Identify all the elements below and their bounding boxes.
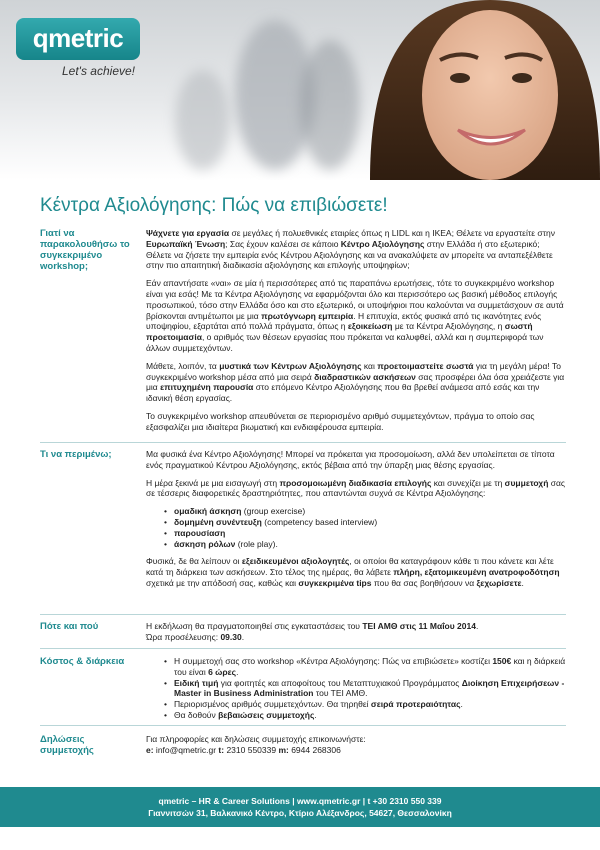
text-run: σωστή προετοιμασία	[146, 321, 533, 343]
text-run: Η συμμετοχή σας στο workshop «Κέντρα Αξιολόγησης: Πώς να επιβιώσετε» κοστίζει	[174, 656, 493, 666]
text-run: σας σε τέσσερις διαφορετικές δραστηριότητες, που απαντώνται συχνά σε Κέντρα Αξιολόγησης:	[146, 477, 566, 499]
text-run: εξειδικευμένοι αξιολογητές	[241, 556, 350, 567]
text-run: βεβαιώσεις συμμετοχής	[218, 709, 315, 720]
section-body-why	[146, 228, 566, 440]
text-run: προσομοιωμένη διαδικασία επιλογής	[279, 477, 432, 488]
text-run: Θα δοθούν	[174, 709, 219, 720]
cost-list	[164, 656, 566, 721]
hero-background-person	[175, 70, 230, 170]
why-paragraph-4: Το συγκεκριμένο workshop απευθύνεται σε περιορισμένο αριθμό συμμετεχόντων, πράγμα το οποίο σας εξασφαλίζει μια ιδιαίτερα βιωματική και ενδιαφέρουσα εμπειρία.	[146, 410, 535, 432]
section-body-expect	[146, 449, 566, 596]
text-run: .	[241, 631, 245, 642]
text-run: Η μέρα ξεκινά με μια εισαγωγή στη	[146, 477, 280, 488]
text-run: (group exercise)	[241, 506, 306, 517]
apply-contact-line	[146, 745, 566, 756]
text-run: σχετικά με την απόδοσή σας, καθώς και	[146, 577, 299, 588]
section-divider	[40, 442, 566, 443]
section-body-cost	[146, 656, 566, 728]
text-run: συγκεκριμένα tips	[298, 577, 372, 588]
section-label-cost: Κόστος & διάρκεια	[40, 656, 125, 667]
text-run: 150€	[492, 656, 512, 666]
section-label-apply: Δηλώσεις συμμετοχής	[40, 734, 94, 756]
expect-paragraph-2	[146, 478, 566, 500]
section-label-when: Πότε και πού	[40, 621, 99, 632]
text-run: 6944 268306	[288, 744, 341, 755]
text-run: .	[460, 699, 463, 710]
activity-list	[164, 506, 566, 549]
text-run: Η εκδήλωση θα πραγματοποιηθεί στις εγκαταστάσεις του	[146, 621, 363, 631]
text-run: 6 ώρες	[208, 666, 237, 677]
text-run: , ο αριθμός των θέσεων εργασίας που πρόκειται να καλυφθεί, αλλά και η συμπεριφορά των άλλων συμμετεχόντων.	[146, 332, 544, 353]
text-run: e:	[146, 744, 154, 755]
text-run: ΤΕΙ ΑΜΘ στις 11 Μαΐου 2014	[362, 621, 476, 631]
text-run: εξοικείωση	[347, 321, 393, 332]
text-run: στο επόμενο Κέντρο Αξιολόγησης που θα βρεθεί ανάμεσα από εσάς και την ιδανική θέση εργασίας.	[146, 382, 540, 404]
text-run: Περιορισμένος αριθμός συμμετεχόντων. Θα τηρηθεί	[174, 699, 371, 710]
cost-item	[164, 678, 566, 700]
section-body-when	[146, 621, 566, 643]
text-run: επιτυχημένη παρουσία	[160, 382, 254, 393]
text-run: .	[236, 666, 239, 677]
why-paragraph-2	[146, 278, 566, 354]
section-divider	[40, 648, 566, 649]
text-run: Μάθετε, λοιπόν, τα	[146, 360, 220, 371]
text-run: Ώρα προσέλευσης:	[146, 631, 221, 642]
text-run: που θα σας βοηθήσουν να	[371, 577, 477, 588]
when-line-1	[146, 621, 566, 632]
apply-line-1: Για πληροφορίες και δηλώσεις συμμετοχής επικοινωνήστε:	[146, 734, 366, 744]
hero-photo-woman	[330, 0, 600, 180]
text-run: για φοιτητές και αποφοίτους του Μεταπτυχιακού Προγράμματος	[218, 677, 462, 688]
text-run: ξεχωρίσετε	[476, 577, 522, 588]
text-run: Ευρωπαϊκή Ένωση	[146, 238, 226, 249]
text-run: ; Σας έχουν καλέσει σε κάποιο	[225, 238, 341, 249]
text-run: Φυσικά, δε θα λείπουν οι	[146, 556, 242, 567]
expect-paragraph-3	[146, 556, 566, 588]
footer-line-1: qmetric – HR & Career Solutions | www.qmetric.gr | t +30 2310 550 339	[158, 796, 442, 806]
section-label-expect: Τι να περιμένω;	[40, 449, 112, 460]
text-run: δομημένη συνέντευξη	[174, 516, 262, 527]
text-run: m:	[278, 744, 289, 755]
text-run: σας προσφέρει όλα όσα χρειάζεστε για μια	[146, 371, 565, 393]
text-run: παρουσίαση	[174, 527, 226, 538]
text-run: του ΤΕΙ ΑΜΘ.	[313, 688, 368, 699]
text-run: Ψάχνετε για εργασία	[146, 228, 230, 238]
text-run: στην Ελλάδα ή στο εξωτερικό; Θέλετε να ζήσετε την εμπειρία ενός Κέντρου Αξιολόγησης και να ανακαλύψετε αν μπορείτε να ανταπεξέλθετε στην πιο απαιτητική διαδικασία αξιολόγησης και επιλογής υποψηφίων;	[146, 238, 553, 271]
text-run: σε μεγάλες ή πολυεθνικές εταιρίες όπως η LIDL και η IKEA; Θέλετε να εργαστείτε στην	[229, 228, 555, 238]
activity-item	[164, 528, 566, 539]
text-run: Εάν απαντήσατε «ναι» σε μία ή περισσότερες από τις παραπάνω ερωτήσεις, τότε το συγκεκριμένο workshop είναι για εσάς! Με τα Κέντρα Αξιολόγησης να εφαρμόζονται όλο και περισσότερο ως βασική μέθοδος επιλογής προσωπικού, τόσο στην Ελλάδα όσο και στο εξωτερικό, οι υποψήφιοι που καλούνται να συμμετάσχουν σε αυτά βρίσκονται αντιμέτωποι με μια	[146, 278, 564, 321]
text-run: μυστικά των Κέντρων Αξιολόγησης	[219, 360, 362, 371]
expect-paragraph-1: Μα φυσικά ένα Κέντρο Αξιολόγησης! Μπορεί να πρόκειται για προσομοίωση, αλλά δεν υπολείπεται σε τίποτα ενός πραγματικού Κέντρου Αξιολόγησης, εκτός βέβαια από την ύπαρξη μιας θέσης εργασίας.	[146, 449, 555, 470]
logo-tagline: Let's achieve!	[62, 64, 136, 78]
text-run: διαδραστικών ασκήσεων	[314, 371, 416, 382]
section-divider	[40, 614, 566, 615]
qmetric-logo: qmetric	[16, 18, 140, 60]
text-run: άσκηση ρόλων	[174, 538, 236, 549]
footer-line-2: Γιαννιτσών 31, Βαλκανικό Κέντρο, Κτίριο Αλέξανδρος, 54627, Θεσσαλονίκη	[148, 808, 452, 818]
text-run: , οι οποίοι θα καταγράφουν κάθε τι που κάνετε και λέτε κατά τη διάρκεια των ασκήσεων. Στο τέλος της ημέρας, θα λάβετε	[146, 556, 554, 578]
cost-item	[164, 699, 566, 710]
text-run: (competency based interview)	[261, 516, 378, 527]
text-run: ομαδική άσκηση	[174, 506, 242, 517]
why-paragraph-1	[146, 228, 566, 271]
text-run: info@qmetric.gr	[153, 744, 219, 755]
text-run: και	[361, 360, 378, 371]
cost-item	[164, 710, 566, 721]
text-run: .	[521, 577, 524, 588]
hero-banner	[0, 0, 600, 180]
text-run: και η διάρκειά του είναι	[174, 656, 566, 677]
why-paragraph-3	[146, 361, 566, 404]
section-body-apply	[146, 734, 566, 756]
page-footer	[0, 787, 600, 827]
cost-item	[164, 656, 566, 678]
text-run: Κέντρο Αξιολόγησης	[340, 238, 425, 249]
text-run: 2310 550339	[224, 744, 279, 755]
text-run: και συνεχίζει με τη	[431, 477, 505, 488]
text-run: t:	[218, 744, 225, 755]
activity-item	[164, 539, 566, 550]
section-divider	[40, 725, 566, 726]
text-run: .	[475, 621, 479, 631]
activity-item	[164, 517, 566, 528]
text-run: προετοιμαστείτε σωστά	[377, 360, 474, 371]
text-run: σειρά προτεραιότητας	[370, 699, 461, 710]
activity-item	[164, 506, 566, 517]
text-run: για τη μεγάλη μέρα! Το συγκεκριμένο workshop μέσα από μια σειρά	[146, 360, 561, 382]
text-run: 09.30	[220, 631, 242, 642]
text-run: συμμετοχή	[504, 477, 549, 488]
text-run: με τα Κέντρα Αξιολόγησης, η	[392, 321, 505, 332]
text-run: Διοίκηση Επιχειρήσεων - Master in Business Administration	[174, 677, 565, 699]
text-run: .	[314, 709, 317, 720]
text-run: (role play).	[235, 538, 278, 549]
text-run: πρωτόγνωρη εμπειρία	[261, 310, 354, 321]
page-title: Κέντρα Αξιολόγησης: Πώς να επιβιώσετε!	[40, 195, 388, 216]
text-run: πλήρη, εξατομικευμένη ανατροφοδότηση	[393, 567, 560, 578]
text-run: . Η επιτυχία, εκτός φυσικά από τις ικανότητες ενός υποψηφίου, εξαρτάται από πολλά πράγματα, όπως η	[146, 310, 542, 332]
when-line-2	[146, 632, 566, 643]
text-run: Ειδική τιμή	[174, 677, 219, 688]
section-label-why: Γιατί να παρακολουθήσω το συγκεκριμένο workshop;	[40, 228, 130, 272]
